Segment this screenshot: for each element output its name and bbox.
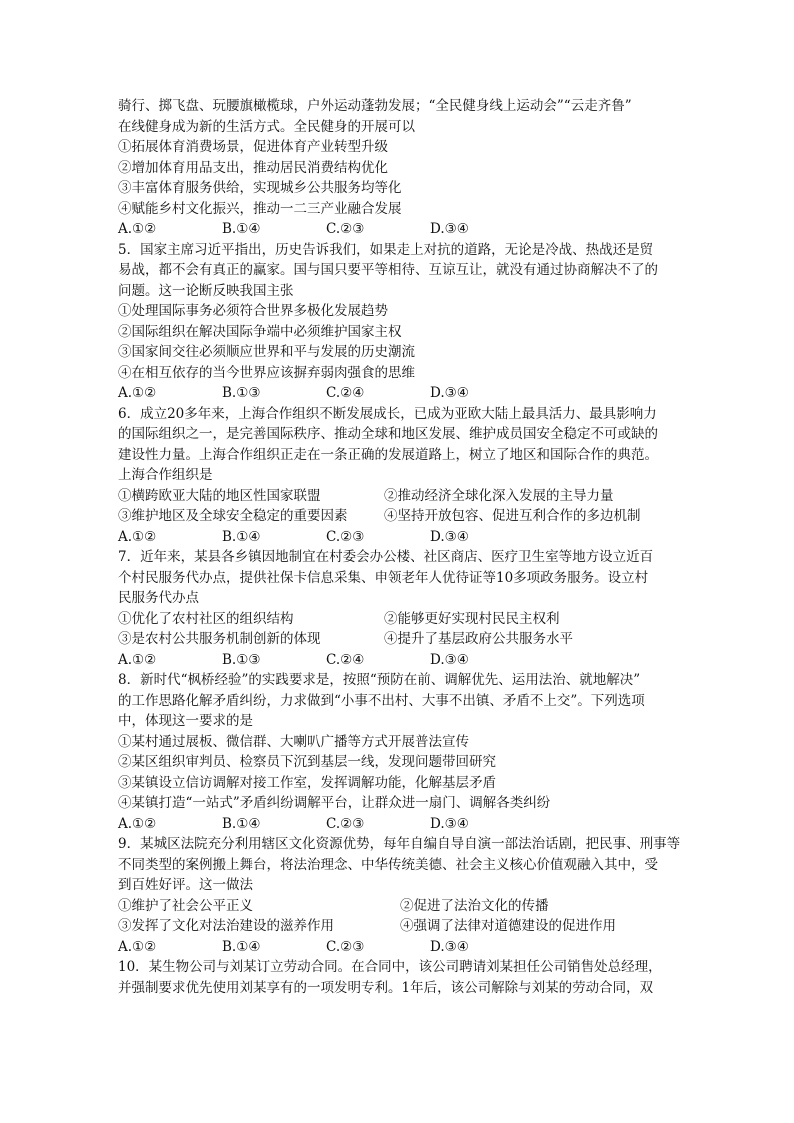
q8-item-3: ③某镇设立信访调解对接工作室，发挥调解功能，化解基层矛盾 (118, 774, 496, 791)
q7-option-b[interactable]: B.①③ (222, 651, 261, 668)
q4-option-b[interactable]: B.①④ (222, 221, 261, 237)
q7-answer-options (118, 650, 678, 671)
q7-option-a[interactable]: A.①② (118, 651, 157, 668)
question-10 (118, 957, 678, 998)
q9-item-4: ④强调了法律对道德建设的促进作用 (400, 918, 616, 934)
q4-stem-line-2: 在线健身成为新的生活方式。全民健身的开展可以 (118, 118, 415, 135)
q4-stem-line-1: 骑行、掷飞盘、玩腰旗橄榄球，户外运动蓬勃发展；“全民健身线上运动会”“云走齐鲁” (118, 98, 632, 114)
q8-item-4: ④某镇打造“一站式”矛盾纠纷调解平台，让群众进一扇门、调解各类纠纷 (118, 795, 551, 811)
q4-option-c[interactable]: C.②③ (326, 221, 365, 237)
q4-item-2: ②增加体育用品支出，推动居民消费结构优化 (118, 159, 388, 176)
q9-stem-line-2: 不同类型的案例搬上舞台，将法治理念、中华传统美德、社会主义核心价值观融入其中，受 (118, 856, 658, 873)
q8-item-1: ①某村通过展板、微信群、大喇叭广播等方式开展普法宣传 (118, 733, 469, 750)
q6-answer-options (118, 527, 678, 548)
q8-item-2: ②某区组织审判员、检察员下沉到基层一线，发现问题带回研究 (118, 754, 496, 770)
q7-stem-line-2: 个村民服务代办点，提供社保卡信息采集、申领老年人优待证等10多项政务服务。设立村 (118, 569, 649, 586)
q6-stem-line-2: 的国际组织之一，是完善国际秩序、推动全球和地区发展、维护成员国安全稳定不可或缺的 (118, 426, 658, 442)
q7-option-c[interactable]: C.②④ (326, 651, 365, 668)
q7-item-2: ②能够更好实现村民民主权利 (384, 610, 560, 627)
question-5 (118, 240, 678, 404)
q8-stem-line-1: 8．新时代“枫桥经验”的实践要求是，按照“预防在前、调解优先、运用法治、就地解决” (118, 672, 641, 688)
q5-item-1: ①处理国际事务必须符合世界多极化发展趋势 (118, 303, 388, 319)
q5-stem-line-1: 5．国家主席习近平指出，历史告诉我们，如果走上对抗的道路，无论是冷战、热战还是贸 (118, 241, 654, 258)
q8-option-d[interactable]: D.③④ (430, 815, 469, 832)
q5-item-2: ②国际组织在解决国际争端中必须维护国家主权 (118, 323, 402, 340)
q5-item-4: ④在相互依存的当今世界应该摒弃弱肉强食的思维 (118, 364, 415, 381)
q6-option-d[interactable]: D.③④ (430, 528, 469, 545)
q4-item-3: ③丰富体育服务供给，实现城乡公共服务均等化 (118, 180, 402, 196)
q9-items-row-2 (118, 916, 678, 937)
q8-option-b[interactable]: B.①④ (222, 815, 261, 832)
q6-item-4: ④坚持开放包容、促进互利合作的多边机制 (384, 508, 641, 524)
q6-item-1: ①横跨欧亚大陆的地区性国家联盟 (118, 487, 321, 504)
q4-answer-options (118, 219, 678, 240)
q6-stem-line-3: 建设性力量。上海合作组织正走在一条正确的发展道路上，树立了地区和国际合作的典范。 (118, 446, 658, 463)
q5-option-a[interactable]: A.①② (118, 385, 157, 401)
q5-option-c[interactable]: C.②④ (326, 385, 365, 401)
q4-item-1: ①拓展体育消费场景，促进体育产业转型升级 (118, 139, 388, 155)
q5-stem-line-3: 问题。这一论断反映我国主张 (118, 282, 294, 299)
q5-option-d[interactable]: D.③④ (430, 385, 469, 401)
q7-items-row-2 (118, 629, 678, 650)
q9-item-3: ③发挥了文化对法治建设的滋养作用 (118, 918, 334, 934)
q7-stem-line-1: 7．近年来，某县各乡镇因地制宜在村委会办公楼、社区商店、医疗卫生室等地方设立近百 (118, 549, 654, 565)
q5-item-3: ③国家间交往必须顺应世界和平与发展的历史潮流 (118, 344, 415, 360)
question-6 (118, 404, 678, 548)
q6-stem-line-4: 上海合作组织是 (118, 467, 213, 483)
question-8 (118, 670, 678, 834)
q10-stem-line-1: 10．某生物公司与刘某订立劳动合同。在合同中，该公司聘请刘某担任公司销售处总经理， (118, 959, 662, 975)
q8-option-a[interactable]: A.①② (118, 815, 157, 832)
q9-answer-options (118, 937, 678, 958)
q7-item-1: ①优化了农村社区的组织结构 (118, 610, 294, 627)
q4-item-4: ④赋能乡村文化振兴，推动一二三产业融合发展 (118, 200, 402, 217)
q6-option-b[interactable]: B.①④ (222, 528, 261, 545)
q7-option-d[interactable]: D.③④ (430, 651, 469, 668)
q10-stem-line-2: 并强制要求优先使用刘某享有的一项发明专利。1年后，该公司解除与刘某的劳动合同，双 (118, 979, 654, 996)
question-4 (118, 96, 678, 240)
q9-option-c[interactable]: C.②③ (326, 938, 365, 955)
q4-option-d[interactable]: D.③④ (430, 221, 469, 237)
exam-page (118, 96, 681, 998)
q5-option-b[interactable]: B.①③ (222, 385, 261, 401)
q6-item-3: ③维护地区及全球安全稳定的重要因素 (118, 508, 348, 524)
q6-item-2: ②推动经济全球化深入发展的主导力量 (384, 487, 614, 504)
question-7 (118, 547, 678, 670)
q7-items-row-1 (118, 609, 678, 630)
q6-items-row-1 (118, 486, 678, 507)
q7-item-4: ④提升了基层政府公共服务水平 (384, 631, 573, 647)
q8-stem-line-3: 中，体现这一要求的是 (118, 713, 253, 729)
q9-option-a[interactable]: A.①② (118, 938, 157, 955)
q9-stem-line-3: 到百姓好评。这一做法 (118, 877, 253, 893)
q7-item-3: ③是农村公共服务机制创新的体现 (118, 631, 321, 647)
q8-answer-options (118, 814, 678, 835)
q9-stem-line-1: 9．某城区法院充分利用辖区文化资源优势，每年自编自导自演一部法治话剧，把民事、刑事等 (118, 836, 681, 852)
q4-option-a[interactable]: A.①② (118, 221, 157, 237)
q6-option-c[interactable]: C.②③ (326, 528, 365, 545)
q9-item-2: ②促进了法治文化的传播 (400, 897, 549, 914)
q5-stem-line-2: 易战，都不会有真正的赢家。国与国只要平等相待、互谅互让，就没有通过协商解决不了的 (118, 262, 658, 278)
q6-option-a[interactable]: A.①② (118, 528, 157, 545)
q9-item-1: ①维护了社会公平正义 (118, 897, 253, 914)
question-9 (118, 834, 681, 957)
q9-items-row-1 (118, 896, 678, 917)
q6-items-row-2 (118, 506, 678, 527)
q5-answer-options (118, 383, 678, 404)
q6-stem-line-1: 6．成立20多年来，上海合作组织不断发展成长，已成为亚欧大陆上最具活力、最具影响力 (118, 405, 657, 422)
q9-option-b[interactable]: B.①④ (222, 938, 261, 955)
q8-option-c[interactable]: C.②③ (326, 815, 365, 832)
q8-stem-line-2: 的工作思路化解矛盾纠纷，力求做到“小事不出村、大事不出镇、矛盾不上交”。下列选项 (118, 692, 645, 709)
q9-option-d[interactable]: D.③④ (430, 938, 469, 955)
q7-stem-line-3: 民服务代办点 (118, 590, 199, 606)
